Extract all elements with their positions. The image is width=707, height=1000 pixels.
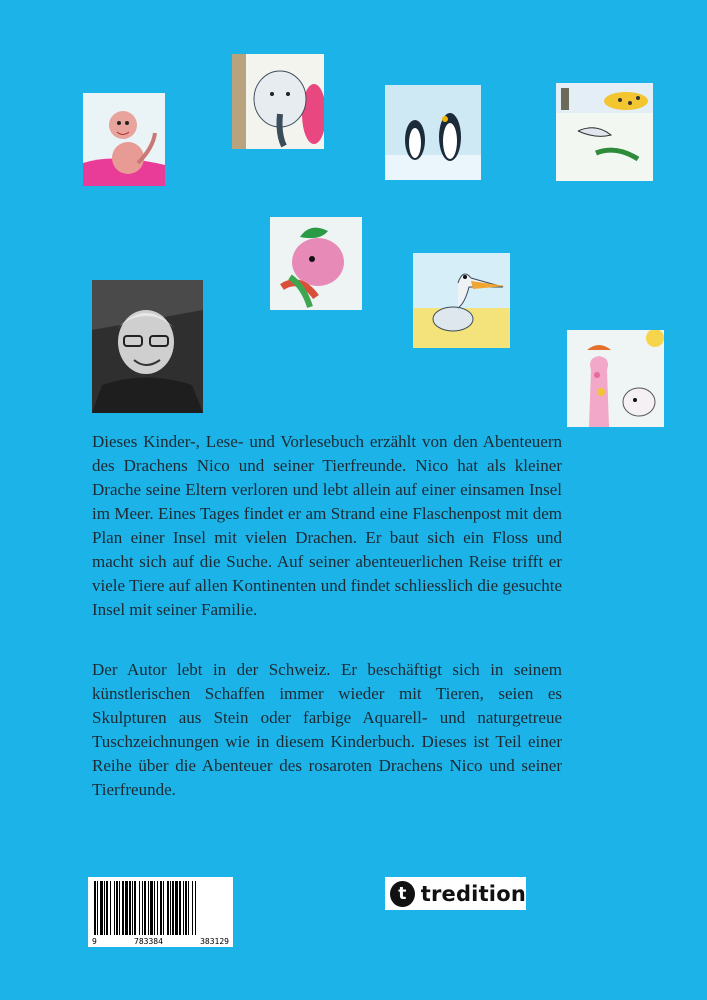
barcode-bar — [114, 881, 115, 935]
barcode-bar — [183, 881, 184, 935]
barcode-bar — [132, 881, 133, 935]
author-photo — [92, 280, 203, 413]
barcode-bar — [167, 881, 169, 935]
barcode-bar — [125, 881, 128, 935]
barcode-bar — [150, 881, 153, 935]
barcode-bar — [122, 881, 124, 935]
barcode-bar — [185, 881, 187, 935]
barcode-bar — [172, 881, 174, 935]
barcode-bar — [119, 881, 120, 935]
barcode-bar — [139, 881, 140, 935]
penguins-illustration — [385, 85, 481, 180]
barcode-bar — [160, 881, 162, 935]
barcode-bar — [106, 881, 108, 935]
isbn-barcode — [88, 877, 233, 947]
barcode-bar — [148, 881, 149, 935]
barcode-bar — [179, 881, 181, 935]
monkey-illustration — [83, 93, 165, 186]
barcode-digit-group1: 783384 — [134, 937, 163, 946]
author-bio: Der Autor lebt in der Schweiz. Er beschäftigt sich in seinem künstlerischen Schaffen immer wieder mit Tieren, seien es Skulpturen aus Stein oder farbige Aquarell- und naturgetreue Tuschzeichnungen wie in diesem Kinderbuch. Dieses ist Teil einer Reihe über die Abenteuer des rosaroten Drachens Nico und seiner Tierfreunde. — [92, 660, 562, 799]
barcode-bar — [142, 881, 143, 935]
barcode-digits — [88, 937, 233, 946]
publisher-name: tredition — [420, 881, 526, 906]
barcode-bar — [154, 881, 155, 935]
elephant-illustration — [232, 54, 324, 149]
barcode-bar — [110, 881, 111, 935]
barcode-bar — [144, 881, 146, 935]
barcode-bar — [195, 881, 196, 935]
barcode-bar — [175, 881, 178, 935]
barcode-digit-lead: 9 — [92, 937, 97, 946]
publisher-logo-icon: t — [390, 881, 415, 907]
barcode-bar — [192, 881, 193, 935]
leopard-bird-illustration — [556, 83, 653, 181]
dragon-illustration — [270, 217, 362, 310]
barcode-digit-group2: 383129 — [200, 937, 229, 946]
author-portrait — [92, 280, 203, 413]
barcode-bar — [170, 881, 171, 935]
book-description: Dieses Kinder-, Lese- und Vorlesebuch erzählt von den Abenteuern des Drachens Nico und seiner Tierfreunde. Nico hat als kleiner Drache seine Eltern verloren und lebt allein auf einer einsamen Insel im Meer. Eines Tages findet er am Strand eine Flaschenpost mit dem Plan einer Insel mit vielen Drachen. Er baut sich ein Floss und macht sich auf die Suche. Auf seiner abenteuerlichen Reise trifft er viele Tiere auf allen Kontinenten und findet schliesslich die gesuchte Insel mit seiner Familie. — [92, 432, 562, 619]
barcode-bar — [104, 881, 105, 935]
barcode-bar — [94, 881, 96, 935]
barcode-bar — [157, 881, 158, 935]
pelican-illustration — [413, 253, 510, 348]
barcode-bar — [100, 881, 103, 935]
barcode-bar — [134, 881, 136, 935]
barcode-bar — [129, 881, 131, 935]
barcode-bar — [116, 881, 118, 935]
barcode-bar — [188, 881, 189, 935]
giraffe-lamb-illustration — [567, 330, 664, 427]
barcode-bar — [163, 881, 164, 935]
publisher-badge — [385, 877, 526, 910]
barcode-bar — [97, 881, 98, 935]
